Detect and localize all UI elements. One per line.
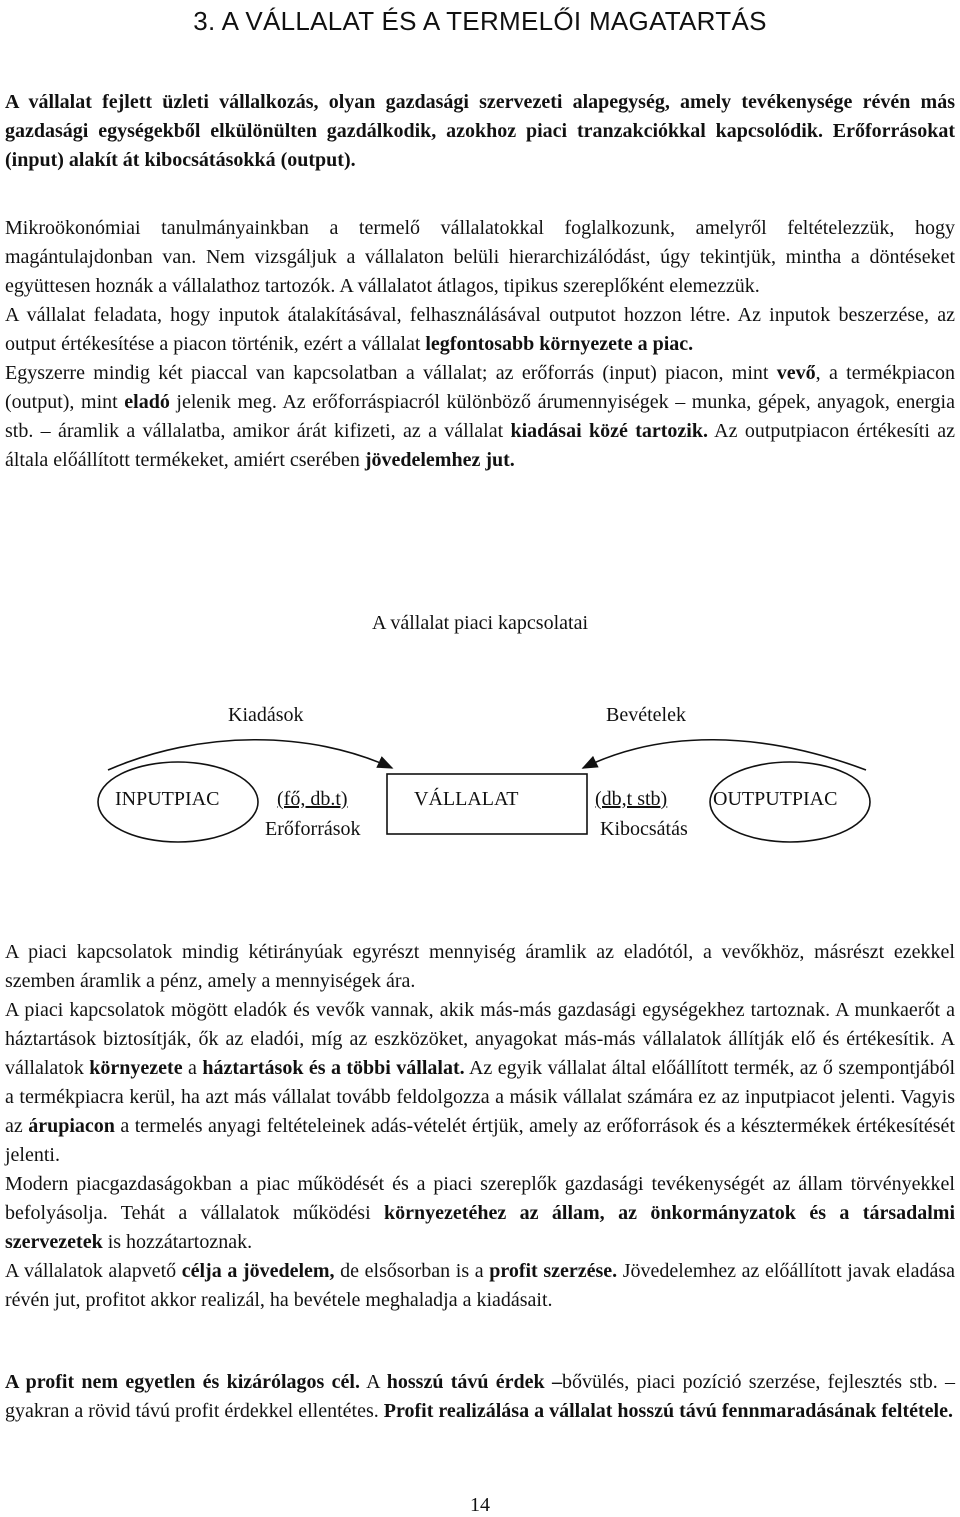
sellers-buyers-paragraph: [5, 996, 955, 1170]
bold-text: célja a jövedelem,: [181, 1260, 335, 1282]
text-run: , a termékpiacon (output), mint: [5, 362, 956, 413]
text-run: A: [359, 1371, 387, 1393]
output-label: Kibocsátás: [600, 818, 688, 840]
bold-text: legfontosabb környezete a piac.: [425, 333, 694, 355]
text-run: A piaci kapcsolatok mögött eladók és vevők vannak, akik más-más gazdasági egységekhez tartoznak. A munkaerőt a háztartások biztosítják, ők az eladói, míg az eszközöket, anyagokat más-más vállalatok állítják elő és értékesítik. A vállalatok: [5, 999, 955, 1079]
resources-label: Erőforrások: [265, 818, 361, 840]
page-number: 14: [470, 1494, 490, 1516]
bold-text: Profit realizálása a vállalat hosszú távú fennmaradásának feltétele.: [383, 1400, 953, 1422]
text-run: Az egyik vállalat által előállított termék, az ő szempontjából a termékpiacra kerül, ha azt más vállalat tovább feldolgozza a másik vállalat számára ez az inputpiacot jelenti. Vagyis az: [5, 1057, 955, 1137]
bold-text: kiadásai közé tartozik.: [510, 420, 708, 442]
bold-text: eladó: [124, 391, 170, 413]
input-unit-note: (fő, db.t): [277, 788, 348, 810]
text-run: Az outputpiacon értékesíti az általa előállított termékeket, amiért cserében: [5, 420, 955, 471]
diagram-shapes: [0, 690, 960, 860]
firm-tasks-section: [5, 214, 955, 475]
bold-text: környezete: [89, 1057, 183, 1079]
microeconomics-paragraph: Mikroökonómiai tanulmányainkban a termelő vállalatokkal foglalkozunk, amelyről feltételezzük, hogy magántulajdonban van. Nem vizsgáljuk a vállalaton belüli hierarchizálódást, úgy tekintjük, mintha a döntéseket együttesen hoznák a vállalathoz tartozók. A vállalatot átlagos, tipikus szereplőként elemezzük.: [5, 217, 955, 297]
text-run: Egyszerre mindig két piaccal van kapcsolatban a vállalat; az erőforrás (input) piacon, mint: [5, 362, 777, 384]
bold-text: környezetéhez az állam, az önkormányzatok és a társadalmi szervezetek: [5, 1202, 956, 1253]
bold-text: jövedelemhez jut.: [364, 449, 515, 471]
bold-text: hosszú távú érdek –: [386, 1371, 562, 1393]
output-unit-note: (db,t stb): [595, 788, 668, 810]
state-role-paragraph: [5, 1170, 955, 1257]
firm-label: VÁLLALAT: [414, 788, 519, 810]
text-run: is hozzátartoznak.: [102, 1231, 253, 1253]
bold-text: A profit nem egyetlen és kizárólagos cél.: [5, 1371, 360, 1393]
text-run: a termelés anyagi feltételeinek adás-vételét értjük, amely az erőforrások és a késztermékek értékesítését jelenti.: [5, 1115, 955, 1166]
profit-section: [5, 1368, 955, 1426]
text-run: A vállalat feladata, hogy inputok átalakításával, felhasználásával outputot hozzon létre. Az inputok beszerzése, az output értékesítése a piacon történik, ezért a vállalat: [5, 304, 955, 355]
market-relations-diagram: [0, 690, 960, 860]
text-run: Modern piacgazdaságokban a piac működését és a piaci szereplők gazdasági tevékenységét az állam törvényekkel befolyásolja. Tehát a vállalatok működési: [5, 1173, 955, 1224]
two-way-paragraph: A piaci kapcsolatok mindig kétirányúak egyrészt mennyiség áramlik az eladótól, a vevőkhöz, másrészt ezekkel szemben áramlik a pénz, amely a mennyiségek ára.: [5, 941, 955, 992]
input-market-label: INPUTPIAC: [115, 788, 220, 810]
bold-text: árupiacon: [28, 1115, 115, 1137]
intro-section: [5, 88, 955, 175]
text-run: de elsősorban is a: [334, 1260, 490, 1282]
expenses-flow-arrow: [108, 740, 392, 770]
text-run: Jövedelemhez az előállított javak eladása révén jut, profitot akkor realizál, ha bevétele meghaladja a kiadásait.: [5, 1260, 956, 1311]
text-run: jelenik meg. Az erőforráspiacról különböző árumennyiségek – munka, gépek, anyagok, energia stb. – áramlik a vállalatba, amikor árát kifizeti, az a vállalat: [5, 391, 955, 442]
market-relations-section: [5, 938, 955, 1315]
bold-text: vevő: [776, 362, 816, 384]
profit-paragraph: [5, 1368, 955, 1426]
chapter-title: 3. A VÁLLALAT ÉS A TERMELŐI MAGATARTÁS: [193, 6, 767, 36]
diagram-title: A vállalat piaci kapcsolatai: [371, 612, 589, 634]
two-markets-paragraph: [5, 359, 955, 475]
text-run: bővülés, piaci pozíció szerzése, fejlesztés stb. – gyakran a rövid távú profit érdekkel ellentétes.: [5, 1371, 956, 1422]
output-market-label: OUTPUTPIAC: [713, 788, 838, 810]
firm-task-paragraph: [5, 301, 955, 359]
text-run: a: [182, 1057, 203, 1079]
revenues-label: Bevételek: [606, 704, 686, 726]
expenses-label: Kiadások: [228, 704, 304, 726]
text-run: A vállalatok alapvető: [5, 1260, 182, 1282]
definition-paragraph: A vállalat fejlett üzleti vállalkozás, olyan gazdasági szervezeti alapegység, amely tevékenysége révén más gazdasági egységekből elkülönülten gazdálkodik, azokhoz piaci tranzakciókkal kapcsolódik. Erőforrásokat (input) alakít át kibocsátásokká (output).: [5, 91, 955, 171]
bold-text: profit szerzése.: [489, 1260, 618, 1282]
goal-paragraph: [5, 1257, 955, 1315]
bold-text: háztartások és a többi vállalat.: [202, 1057, 465, 1079]
